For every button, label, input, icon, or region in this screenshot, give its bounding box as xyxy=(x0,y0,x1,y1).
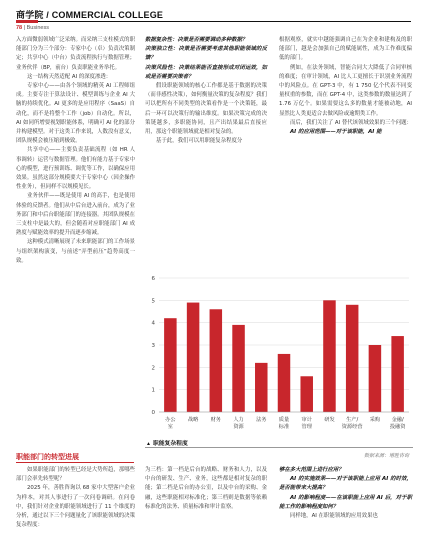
header-accent xyxy=(16,20,38,23)
chart-caption-text: 职能复杂程度 xyxy=(152,441,188,447)
y-tick-label: 4 xyxy=(151,320,155,327)
x-tick-label: 室 xyxy=(167,424,173,430)
column-1-bottom xyxy=(16,466,135,530)
question-impact: AI 的影响程度——在该职能上应用 AI 后，对于职能工作的影响程度如何？ xyxy=(279,494,412,510)
bar xyxy=(278,354,291,412)
triangle-icon: ▲ xyxy=(146,441,151,447)
y-tick-label: 5 xyxy=(151,298,155,305)
page-section xyxy=(16,25,49,31)
column-3 xyxy=(279,36,412,137)
bar xyxy=(164,318,177,412)
x-tick-label: 审计 xyxy=(301,417,312,423)
paragraph: 专家中心——由各个领域的精英 AI 工程师组成。主要专注于算法设计、模型训练与企业 AI 大脑的持续优化。AI 更多的是应用程序（SaaS）自动化，而不是将整个工作（job）自动化。所以，AI 如同所增要视划职能体系，明确可 AI 化的部分并构建模型。对于这类工作来说，人数没有意义，团队规模会被压缩到极致。 xyxy=(16,83,135,145)
question-scope: AI 的应用范围——对于该职能，AI 能 xyxy=(290,129,382,136)
x-tick-label: 采购 xyxy=(369,417,381,423)
bar xyxy=(391,336,404,412)
y-tick-label: 2 xyxy=(151,365,155,372)
page-number: 78 xyxy=(16,25,23,31)
x-tick-label: 财务 xyxy=(210,417,222,423)
paragraph: 如果职能部门的转型已经是大势所趋，那哪些部门会率先转型呢？ xyxy=(16,467,135,483)
paragraph: 这种模式清晰展现了未来职能部门的工作场景与组织架构演变，与前述“弄型前压”趋势高度一致。 xyxy=(16,239,135,264)
paragraph: 入方面微弱领域广泛采纳。而采纳三支柱模式的职能部门分为三个部分：专家中心（卓）负责决策制定；共享中心（中台）负责流程执行与数据管理；业务伙伴（BP，前台）负责职能业务举托。 xyxy=(16,37,135,71)
paragraph: 为三档：第一档是后台的战略、财务和人力，以及中台的研发、生产、业务，这些都是相对复杂的职能；第二档是后台的办公室，以及中台的采购、金融，这些职能相对标准化；第三档则是数据等依赖标准化的法务、质量标准和审计监察。 xyxy=(145,467,267,510)
paragraph: 共享中心——主要负责基础流程（如 HR 人事调转）运营与数据管理。他们有能力基于专家中心的模型，进行预训练、调优等工作，以确保应用效果。虽然这部分规模要大于专家中心（因企操作性业务），但同样不以规模见长。 xyxy=(16,147,135,191)
column-2-bottom xyxy=(145,466,267,512)
section-name: Business xyxy=(26,25,49,31)
paragraph: 够在多大范围上进行应用？ xyxy=(279,467,344,473)
y-tick-label: 0 xyxy=(151,410,155,416)
x-tick-label: 战略 xyxy=(187,417,199,423)
section-heading-rule xyxy=(16,462,134,463)
x-tick-label: 标准 xyxy=(278,424,290,430)
question-effect: AI 的实施效果——对于该职能上应用 AI 的时效，是否能带来大提高？ xyxy=(279,476,412,492)
bar xyxy=(323,300,336,412)
x-tick-label: 资源 xyxy=(233,424,244,430)
complexity-bar-chart xyxy=(145,272,413,444)
paragraph: 这一结构天然适配 AI 的深度渗透： xyxy=(27,73,112,80)
bar xyxy=(300,376,313,412)
section-divider: | xyxy=(23,25,26,31)
bar xyxy=(232,325,245,412)
x-tick-label: 金融/ xyxy=(391,417,404,423)
paragraph: 假设职能领域的核心工作都是基于数据的决策（而非感性决策），如何衡量决策的复杂程度？我们可以把所有不同类型的决策看作是一个决策链，最后一环可以决策行的输出维度。如果决策完成的决策链越多，多职能协同，且产出结果最后直接应用，那这个职能领域就是相对复杂的。 xyxy=(145,83,267,136)
paragraph: 业务伙伴——既是使用 AI 的高手，也是使用体验的反馈者。他们从中后台进入前台，成为了业务部门和中后台职能部门的连接器。其团队规模在三支柱中是最大的，但会随着对应职能部门 AI 成熟度与赋能效率的提升而逐步缩减。 xyxy=(16,193,135,237)
x-tick-label: 人力 xyxy=(233,417,244,423)
bar xyxy=(187,303,200,412)
bar xyxy=(369,345,382,412)
column-3-bottom xyxy=(279,466,412,521)
bar xyxy=(255,363,268,412)
x-tick-label: 资源经营 xyxy=(341,424,363,430)
header-rule xyxy=(16,21,411,22)
x-tick-label: 办公 xyxy=(165,417,176,423)
masthead-title: 商学院 / COMMERCIAL COLLEGE xyxy=(16,10,164,20)
paragraph: 例如，在法务领域，智能合同大大降低了合同审核的难度；在审计领域，AI 比人工更擅长于识别业务流程中的风险点。在 GPT-3 中，有 1 750 亿个代表不同变量权重的参数，而在 GPT-4 中，这类参数的数量达到了 1.76 万亿个。如果需要这么多的数量才能被动地，AI 显然比人类更适合去做风险或逾期类工作。 xyxy=(279,64,412,117)
x-tick-label: 生产/ xyxy=(346,417,359,423)
y-tick-label: 6 xyxy=(151,276,155,282)
paragraph: 而后，我们关注了 AI 替代该领域效果的三个问题： xyxy=(290,119,412,126)
question-3: 决策风险性：决策结果能否直接形成对闭运效，如或是否需要决策者？ xyxy=(145,64,267,80)
y-tick-label: 3 xyxy=(151,343,155,349)
bar xyxy=(346,305,359,412)
x-tick-label: 研发 xyxy=(324,417,335,423)
paragraph: 同样地，AI 在职能领域的应用效果也 xyxy=(290,513,378,520)
column-1 xyxy=(16,36,135,266)
chart-caption xyxy=(146,438,188,447)
x-tick-label: 管理 xyxy=(301,424,312,430)
question-2: 决策独立性：决策是否需要考虑其他职能领域的反馈？ xyxy=(145,46,267,62)
x-tick-label: 投融资 xyxy=(389,424,406,430)
x-tick-label: 质量 xyxy=(278,417,290,423)
section-heading: 职能部门的转型进展 xyxy=(16,453,79,461)
x-tick-label: 法务 xyxy=(256,417,267,423)
source-note: 数据来源：增胜咨询 xyxy=(363,453,409,459)
y-tick-label: 1 xyxy=(151,387,155,394)
caption-rule xyxy=(145,447,413,448)
paragraph: 2025 年，善胜咨询以 68 家中大型客户企业为样本，对其人事进行了一次问卷调研。在问卷中，我们针对企业的职能领域进行了 11 个维度的分析，通过以下三个问题量化了该职能领域的决策复杂程度： xyxy=(16,485,135,529)
question-1: 数据复杂性：决策是否需要调动多种数据？ xyxy=(145,37,248,43)
paragraph: 基于此，我们可以用职能复杂程度分 xyxy=(156,138,243,145)
paragraph: 根据观察，就实中越能强调自己在为企业和建构及的职能部门，越是会加强自己的赋能属性，成为工作难度偏低的部门。 xyxy=(279,37,412,62)
column-2 xyxy=(145,36,267,146)
bar xyxy=(210,309,223,412)
